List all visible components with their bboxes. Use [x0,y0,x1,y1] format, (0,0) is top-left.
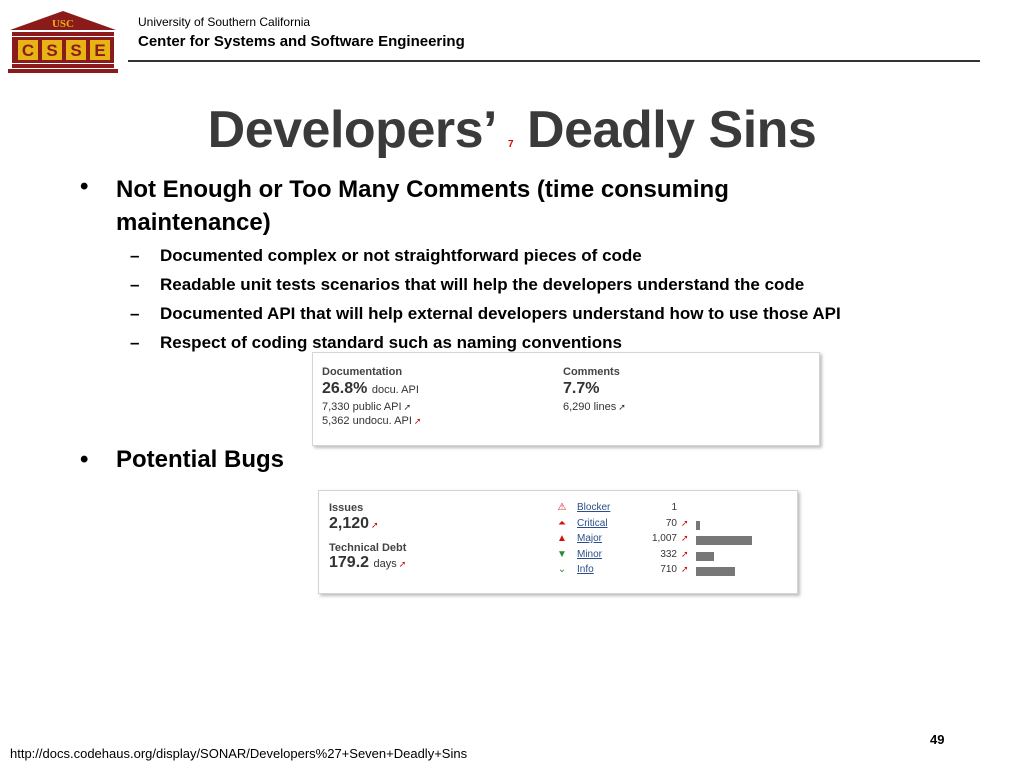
info-icon: ⌄ [557,564,567,575]
logo-letter: E [94,41,106,60]
severity-count: 70 [665,517,677,529]
severity-count: 332 [660,548,677,560]
trend-up-icon: ➚ [398,559,407,569]
undocu-api-text: 5,362 undocu. API [322,415,412,427]
sub-dash: – [130,304,140,323]
documentation-percent-suffix: docu. API [371,384,419,396]
issues-label: Issues [329,502,364,514]
slide-title [0,100,1024,160]
trend-up-icon: ➚ [371,520,379,530]
comments-label: Comments [563,366,620,378]
sub-dash: – [130,246,140,265]
university-name: University of Southern California [138,15,311,29]
logo-letter: C [21,41,35,60]
center-name: Center for Systems and Software Engineering [138,33,465,50]
documentation-percent-value: 26.8% [322,380,368,397]
undocu-api-count [322,415,421,427]
source-url[interactable]: http://docs.codehaus.org/display/SONAR/Developers%27+Seven+Deadly+Sins [10,746,468,761]
csse-logo [8,10,118,74]
page-number: 49 [930,732,945,747]
documentation-label: Documentation [322,366,403,378]
logo-usc-text: USC [51,18,75,30]
trend-up-icon: ➚ [618,402,626,412]
issues-widget [318,490,798,594]
major-icon: ▲ [557,533,567,544]
minor-icon: ▼ [557,548,567,560]
severity-link-major[interactable]: Major [577,533,603,544]
severity-count: 710 [660,564,677,575]
severity-link-minor[interactable]: Minor [577,548,603,560]
title-part1: Developers’ [207,101,509,159]
documentation-percent [322,380,419,398]
severity-bar [696,536,752,545]
bullet-comments-line1: Not Enough or Too Many Comments (time consuming [116,176,729,203]
comment-lines-count [563,401,626,413]
technical-debt-label: Technical Debt [329,542,407,554]
trend-up-icon: ➚ [681,548,689,559]
public-api-text: 7,330 public API [322,401,402,413]
trend-up-icon: ➚ [403,402,412,412]
severity-link-info[interactable]: Info [577,564,594,575]
title-number: 7 [508,139,514,150]
severity-bar [696,567,735,576]
logo-letter: S [70,41,82,60]
trend-up-icon: ➚ [681,564,689,574]
trend-up-icon: ➚ [413,416,422,426]
technical-debt-unit: days [373,558,397,570]
bullet-marker: • [80,173,89,200]
severity-link-critical[interactable]: Critical [577,517,608,529]
documentation-widget [312,352,820,446]
sub-item-text: Documented API that will help external developers understand how to use those API [160,304,841,323]
sub-item-text: Readable unit tests scenarios that will help the developers understand the code [160,275,805,294]
trend-up-icon: ➚ [681,533,689,543]
title-part2: Deadly Sins [513,101,817,159]
blocker-icon: ⚠ [557,502,567,513]
bullet-marker: • [80,446,89,473]
sub-item-text: Documented complex or not straightforward pieces of code [160,246,642,265]
technical-debt-number: 179.2 [329,554,370,571]
severity-bar [696,521,700,530]
bullet-potential-bugs: Potential Bugs [116,446,285,473]
logo-letter: S [46,41,58,60]
bullet-comments-line2: maintenance) [116,209,271,236]
comment-lines-text: 6,290 lines [563,401,617,413]
trend-up-icon: ➚ [681,517,689,528]
issues-count [329,515,379,533]
issues-count-value: 2,120 [329,515,370,532]
severity-bar [696,552,714,561]
header-divider [128,60,980,62]
severity-count: 1 [671,502,677,513]
critical-icon: ⏶ [558,517,566,529]
severity-link-blocker[interactable]: Blocker [577,502,611,513]
technical-debt-value [329,554,406,572]
sub-dash: – [130,333,140,352]
public-api-count [322,401,411,413]
severity-count: 1,007 [651,533,677,544]
sub-item-text: Respect of coding standard such as naming conventions [160,333,622,352]
sub-dash: – [130,275,140,294]
comments-percent: 7.7% [563,380,600,397]
